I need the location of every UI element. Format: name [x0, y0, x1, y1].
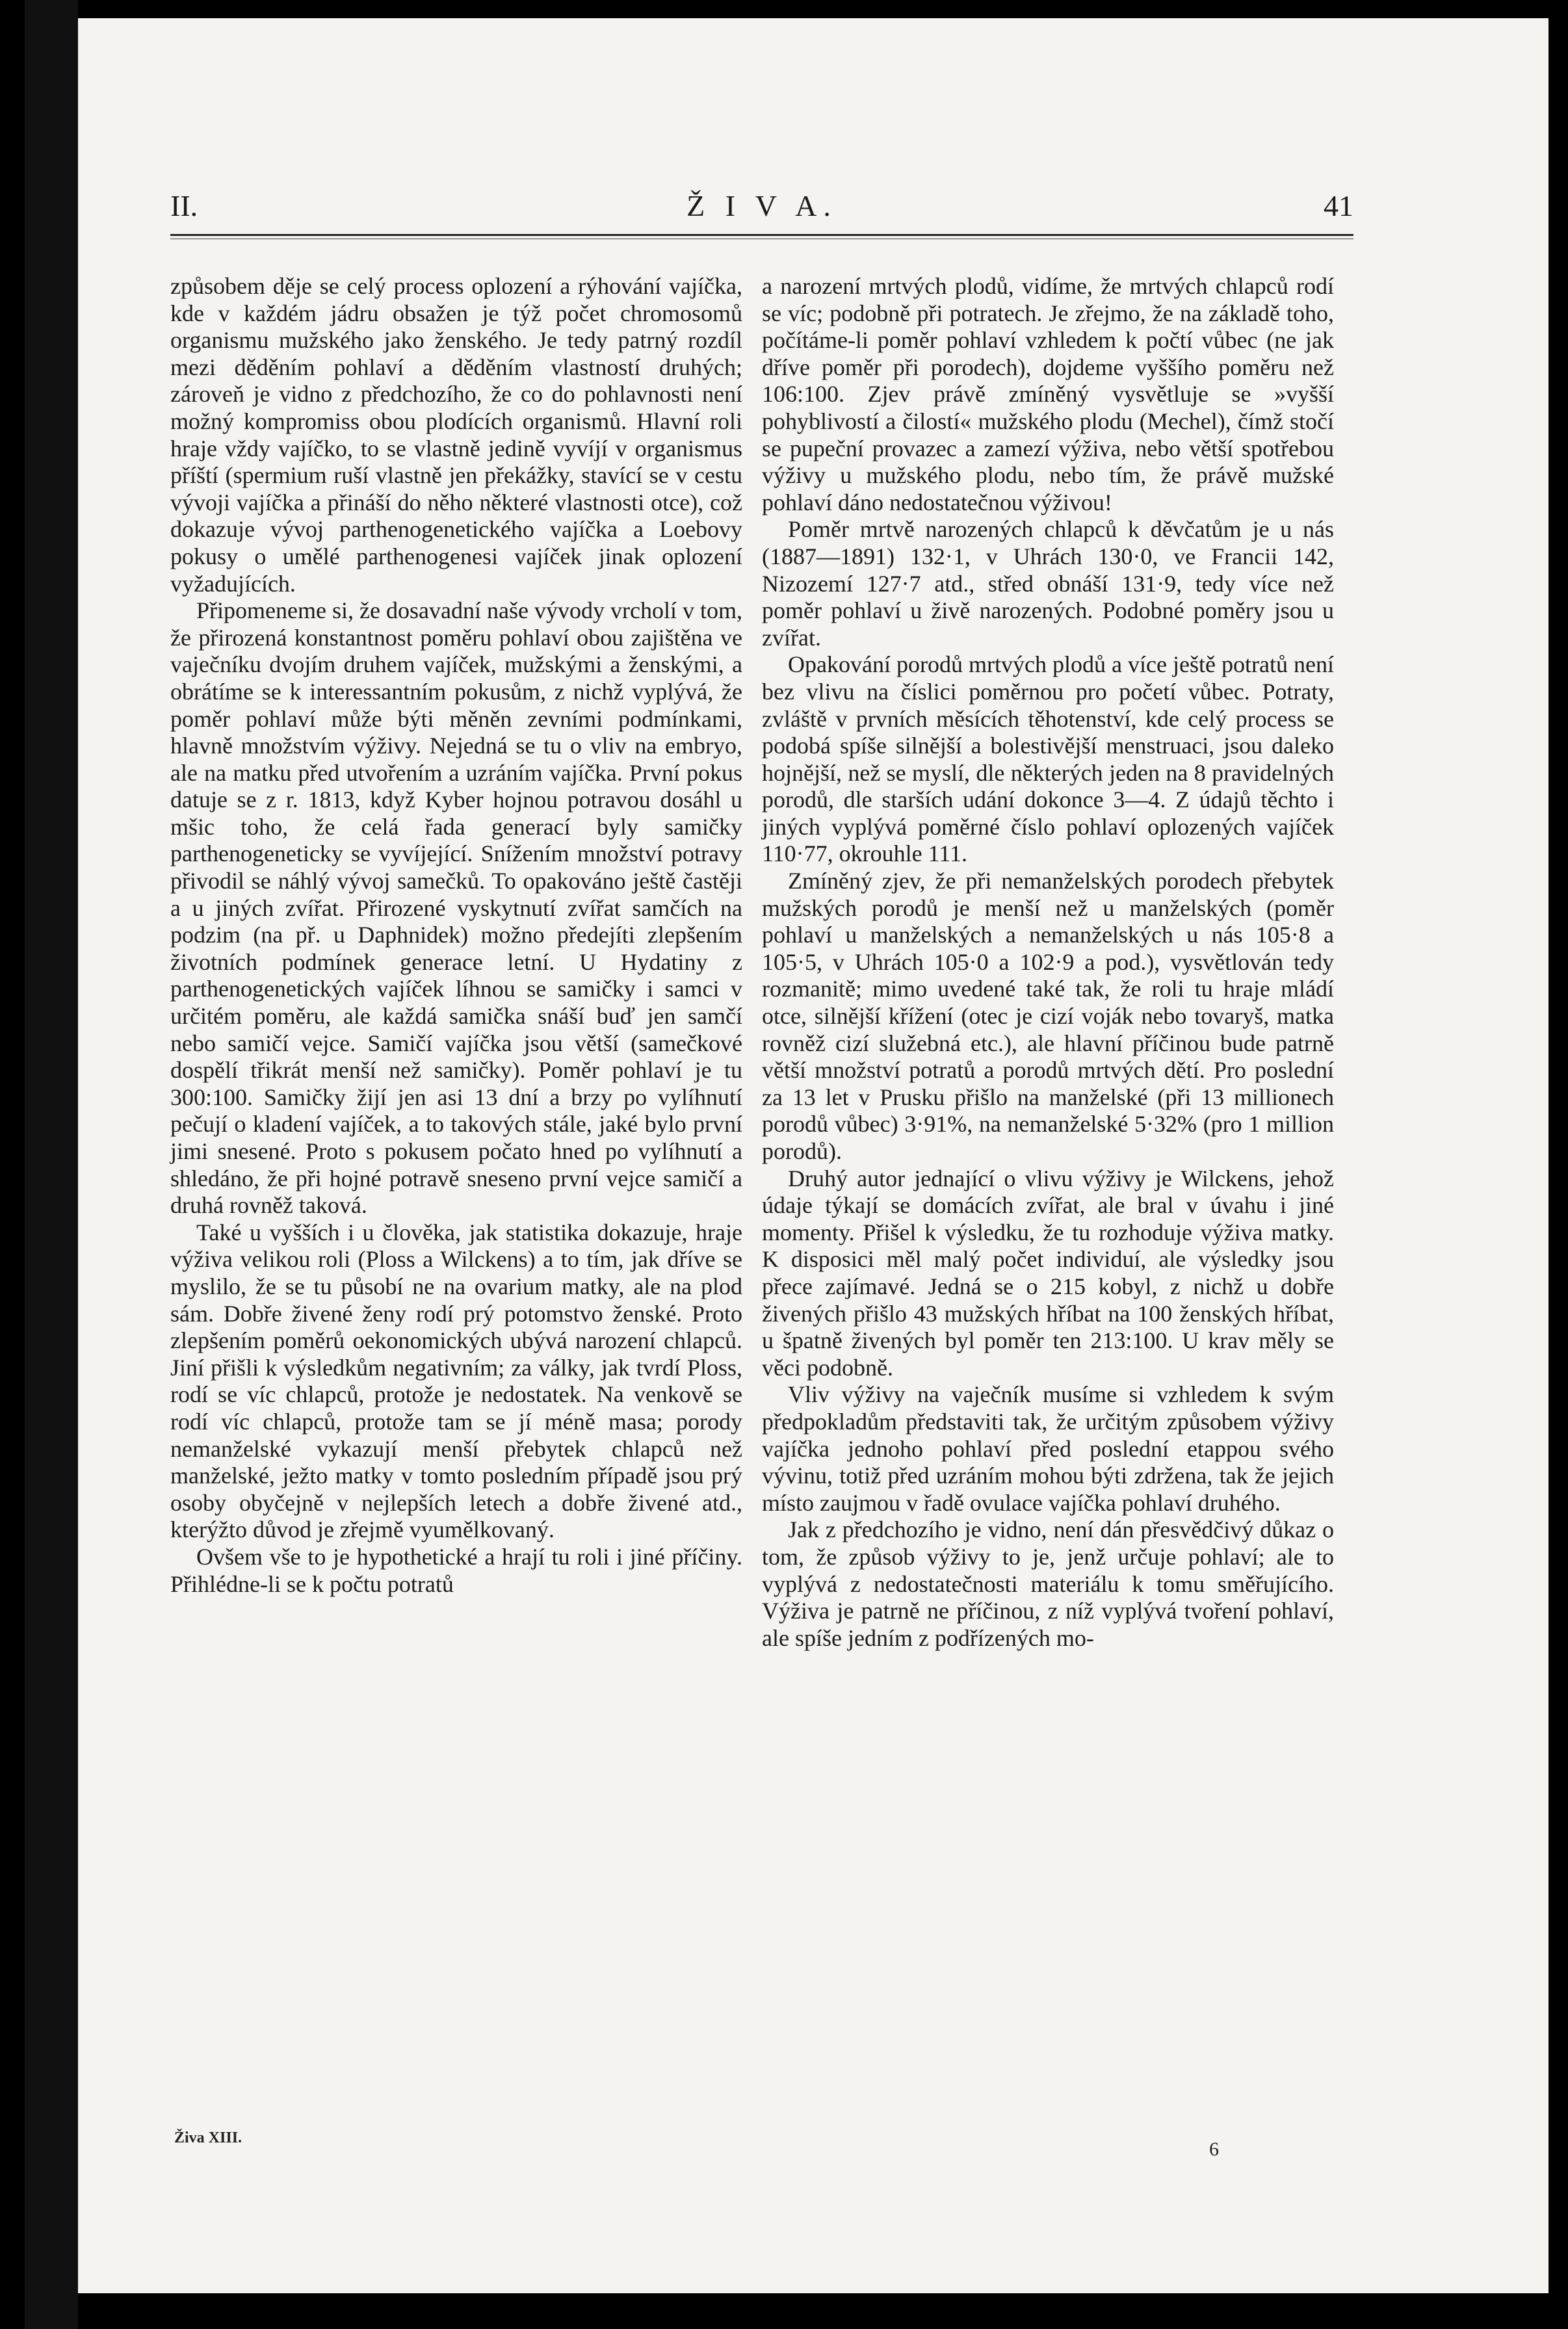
footer-signature-mark: Živa XIII.	[174, 2129, 242, 2146]
paragraph: Jak z předchozího je vidno, není dán přesvědčivý důkaz o tom, že způsob výživy to je, jenž určuje pohlaví; ale to vyplývá z nedostatečnosti materiálu k tomu směřujícího. Výživa je patrně ne příčinou, z níž vyplývá tvoření pohlaví, ale spíše jedním z podřízených mo-	[762, 1516, 1334, 1651]
running-header	[170, 189, 1353, 234]
paragraph: Připomeneme si, že dosavadní naše vývody vrcholí v tom, že přirozená konstantnost poměru pohlaví obou zajištěna ve vaječníku dvojím druhem vajíček, mužskými a ženskými, a obrátíme se k interessantním pokusům, z nichž vyplývá, že poměr pohlaví může býti měněn zevními podmínkami, hlavně množstvím výživy. Nejedná se tu o vliv na embryo, ale na matku před utvořením a uzráním vajíčka. První pokus datuje se z r. 1813, když Kyber hojnou potravou dosáhl u mšic toho, že celá řada generací byly samičky parthenogeneticky se vyvíjející. Snížením množství potravy přivodil se náhlý vývoj samečků. To opakováno ještě častěji a u jiných zvířat. Přirozené vyskytnutí zvířat samčích na podzim (na př. u Daphnidek) možno předejíti zlepšením životních podmínek generace letní. U Hydatiny z parthenogenetických vajíček líhnou se samičky i samci v určitém poměru, ale každá samička snáší buď jen samčí nebo samičí vejce. Samičí vajíčka jsou větší (samečkové dospělí třikrát menší než samičky). Poměr pohlaví je tu 300:100. Samičky žijí jen asi 13 dní a brzy po vylíhnutí pečují o kladení vajíček, a to takových stále, jaké bylo první jimi snesené. Proto s pokusem počato hned po vylíhnutí a shledáno, že při hojné potravě sneseno první vejce samičí a druhá rovněž taková.	[170, 597, 742, 1219]
left-column	[170, 273, 742, 1598]
header-rule	[170, 234, 1353, 236]
book-spine-shadow	[25, 0, 78, 2329]
paragraph: Poměr mrtvě narozených chlapců k děvčatům je u nás (1887—1891) 132·1, v Uhrách 130·0, ve Francii 142, Nizozemí 127·7 atd., střed obnáší 131·9, tedy více než poměr pohlaví u živě narozených. Podobné poměry jsou u zvířat.	[762, 516, 1334, 651]
paragraph: a narození mrtvých plodů, vidíme, že mrtvých chlapců rodí se víc; podobně při potratech. Je zřejmo, že na základě toho, počítáme-li poměr pohlaví vzhledem k počtí vůbec (ne jak dříve poměr při porodech), dojdeme vyššího poměru než 106:100. Zjev právě zmíněný vysvětluje se »vyšší pohyblivostí a čilostí« mužského plodu (Mechel), čímž stočí se pupeční provazec a zamezí výživa, nebo větší spotřebou výživy u mužského plodu, nebo tím, že právě mužské pohlaví dáno nedostatečnou výživou!	[762, 273, 1334, 515]
header-page-number: 41	[1324, 189, 1353, 222]
paragraph: Druhý autor jednající o vlivu výživy je Wilckens, jehož údaje týkají se domácích zvířat, ale bral v úvahu i jiné momenty. Přišel k výsledku, že tu rozhoduje výživa matky. K disposici měl malý počet individuí, ale výsledky jsou přece zajímavé. Jedná se o 215 kobyl, z nichž u dobře živených přišlo 43 mužských hříbat na 100 ženských hříbat, u špatně živených byl poměr ten 213:100. U krav měly se věci podobně.	[762, 1165, 1334, 1381]
paragraph: Ovšem vše to je hypothetické a hrají tu roli i jiné příčiny. Přihlédne-li se k počtu potratů	[170, 1543, 742, 1597]
header-journal-title: Ž I V A.	[686, 189, 837, 222]
header-section-number: II.	[170, 189, 198, 222]
paragraph: Vliv výživy na vaječník musíme si vzhledem k svým předpokladům představiti tak, že určitým způsobem výživy vajíčka jednoho pohlaví před poslední etappou svého vývinu, totiž před uzráním mohou býti zdržena, tak že jejich místo zaujmou v řadě ovulace vajíčka pohlaví druhého.	[762, 1381, 1334, 1516]
paragraph: Také u vyšších i u člověka, jak statistika dokazuje, hraje výživa velikou roli (Ploss a Wilckens) a to tím, jak dříve se myslilo, že se tu působí ne na ovarium matky, ale na plod sám. Dobře živené ženy rodí prý potomstvo ženské. Proto zlepšením poměrů oekonomických ubývá narození chlapců. Jiní přišli k výsledkům negativním; za války, jak tvrdí Ploss, rodí se víc chlapců, protože je nedostatek. Na venkově se rodí víc chlapců, protože tam se jí méně masa; porody nemanželské vykazují menší přebytek chlapců než manželské, ježto matky v tomto posledním případě jsou prý osoby obyčejně v nejlepších letech a dobře živené atd., kterýžto důvod je zřejmě vyumělkovaný.	[170, 1219, 742, 1543]
right-column	[762, 273, 1334, 1652]
paragraph: Zmíněný zjev, že při nemanželských porodech přebytek mužských porodů je menší než u manželských (poměr pohlaví u manželských a nemanželských u nás 105·8 a 105·5, v Uhrách 105·0 a 102·9 a pod.), vysvětlován tedy rozmanitě; mimo uvedené také tak, že roli tu hraje mládí otce, silnější křížení (otec je cizí voják nebo tovaryš, matka rovněž cizí služebná etc.), ale hlavní příčinou bude patrně větší množství potratů a porodů mrtvých dětí. Pro poslední za 13 let v Prusku přišlo na manželské (při 13 millionech porodů vůbec) 3·91%, na nemanželské 5·32% (pro 1 million porodů).	[762, 868, 1334, 1164]
paragraph: způsobem děje se celý process oplození a rýhování vajíčka, kde v každém jádru obsažen je týž počet chromosomů organismu mužského jako ženského. Je tedy patrný rozdíl mezi děděním pohlaví a děděním vlastností druhých; zároveň je vidno z předchozího, že co do pohlavnosti není možný kompromiss obou plodících organismů. Hlavní roli hraje vždy vajíčko, to se vlastně jedině vyvíjí v organismus příští (spermium ruší vlastně jen překážky, stavící se v cestu vývoji vajíčka a přináší do něho některé vlastnosti otce), což dokazuje vývoj parthenogenetického vajíčka a Loebovy pokusy o umělé parthenogenesi vajíček jinak oplození vyžadujících.	[170, 273, 742, 597]
paragraph: Opakování porodů mrtvých plodů a více ještě potratů není bez vlivu na číslici poměrnou pro početí vůbec. Potraty, zvláště v prvních měsících těhotenství, kde celý process se podobá spíše silnější a bolestivější menstruaci, jsou daleko hojnější, než se myslí, dle některých jeden na 8 pravidelných porodů, dle starších udání dokonce 3—4. Z údajů těchto i jiných vyplývá poměrné číslo pohlaví oplozených vajíček 110·77, okrouhle 111.	[762, 651, 1334, 867]
footer-gathering-number: 6	[1209, 2139, 1219, 2160]
